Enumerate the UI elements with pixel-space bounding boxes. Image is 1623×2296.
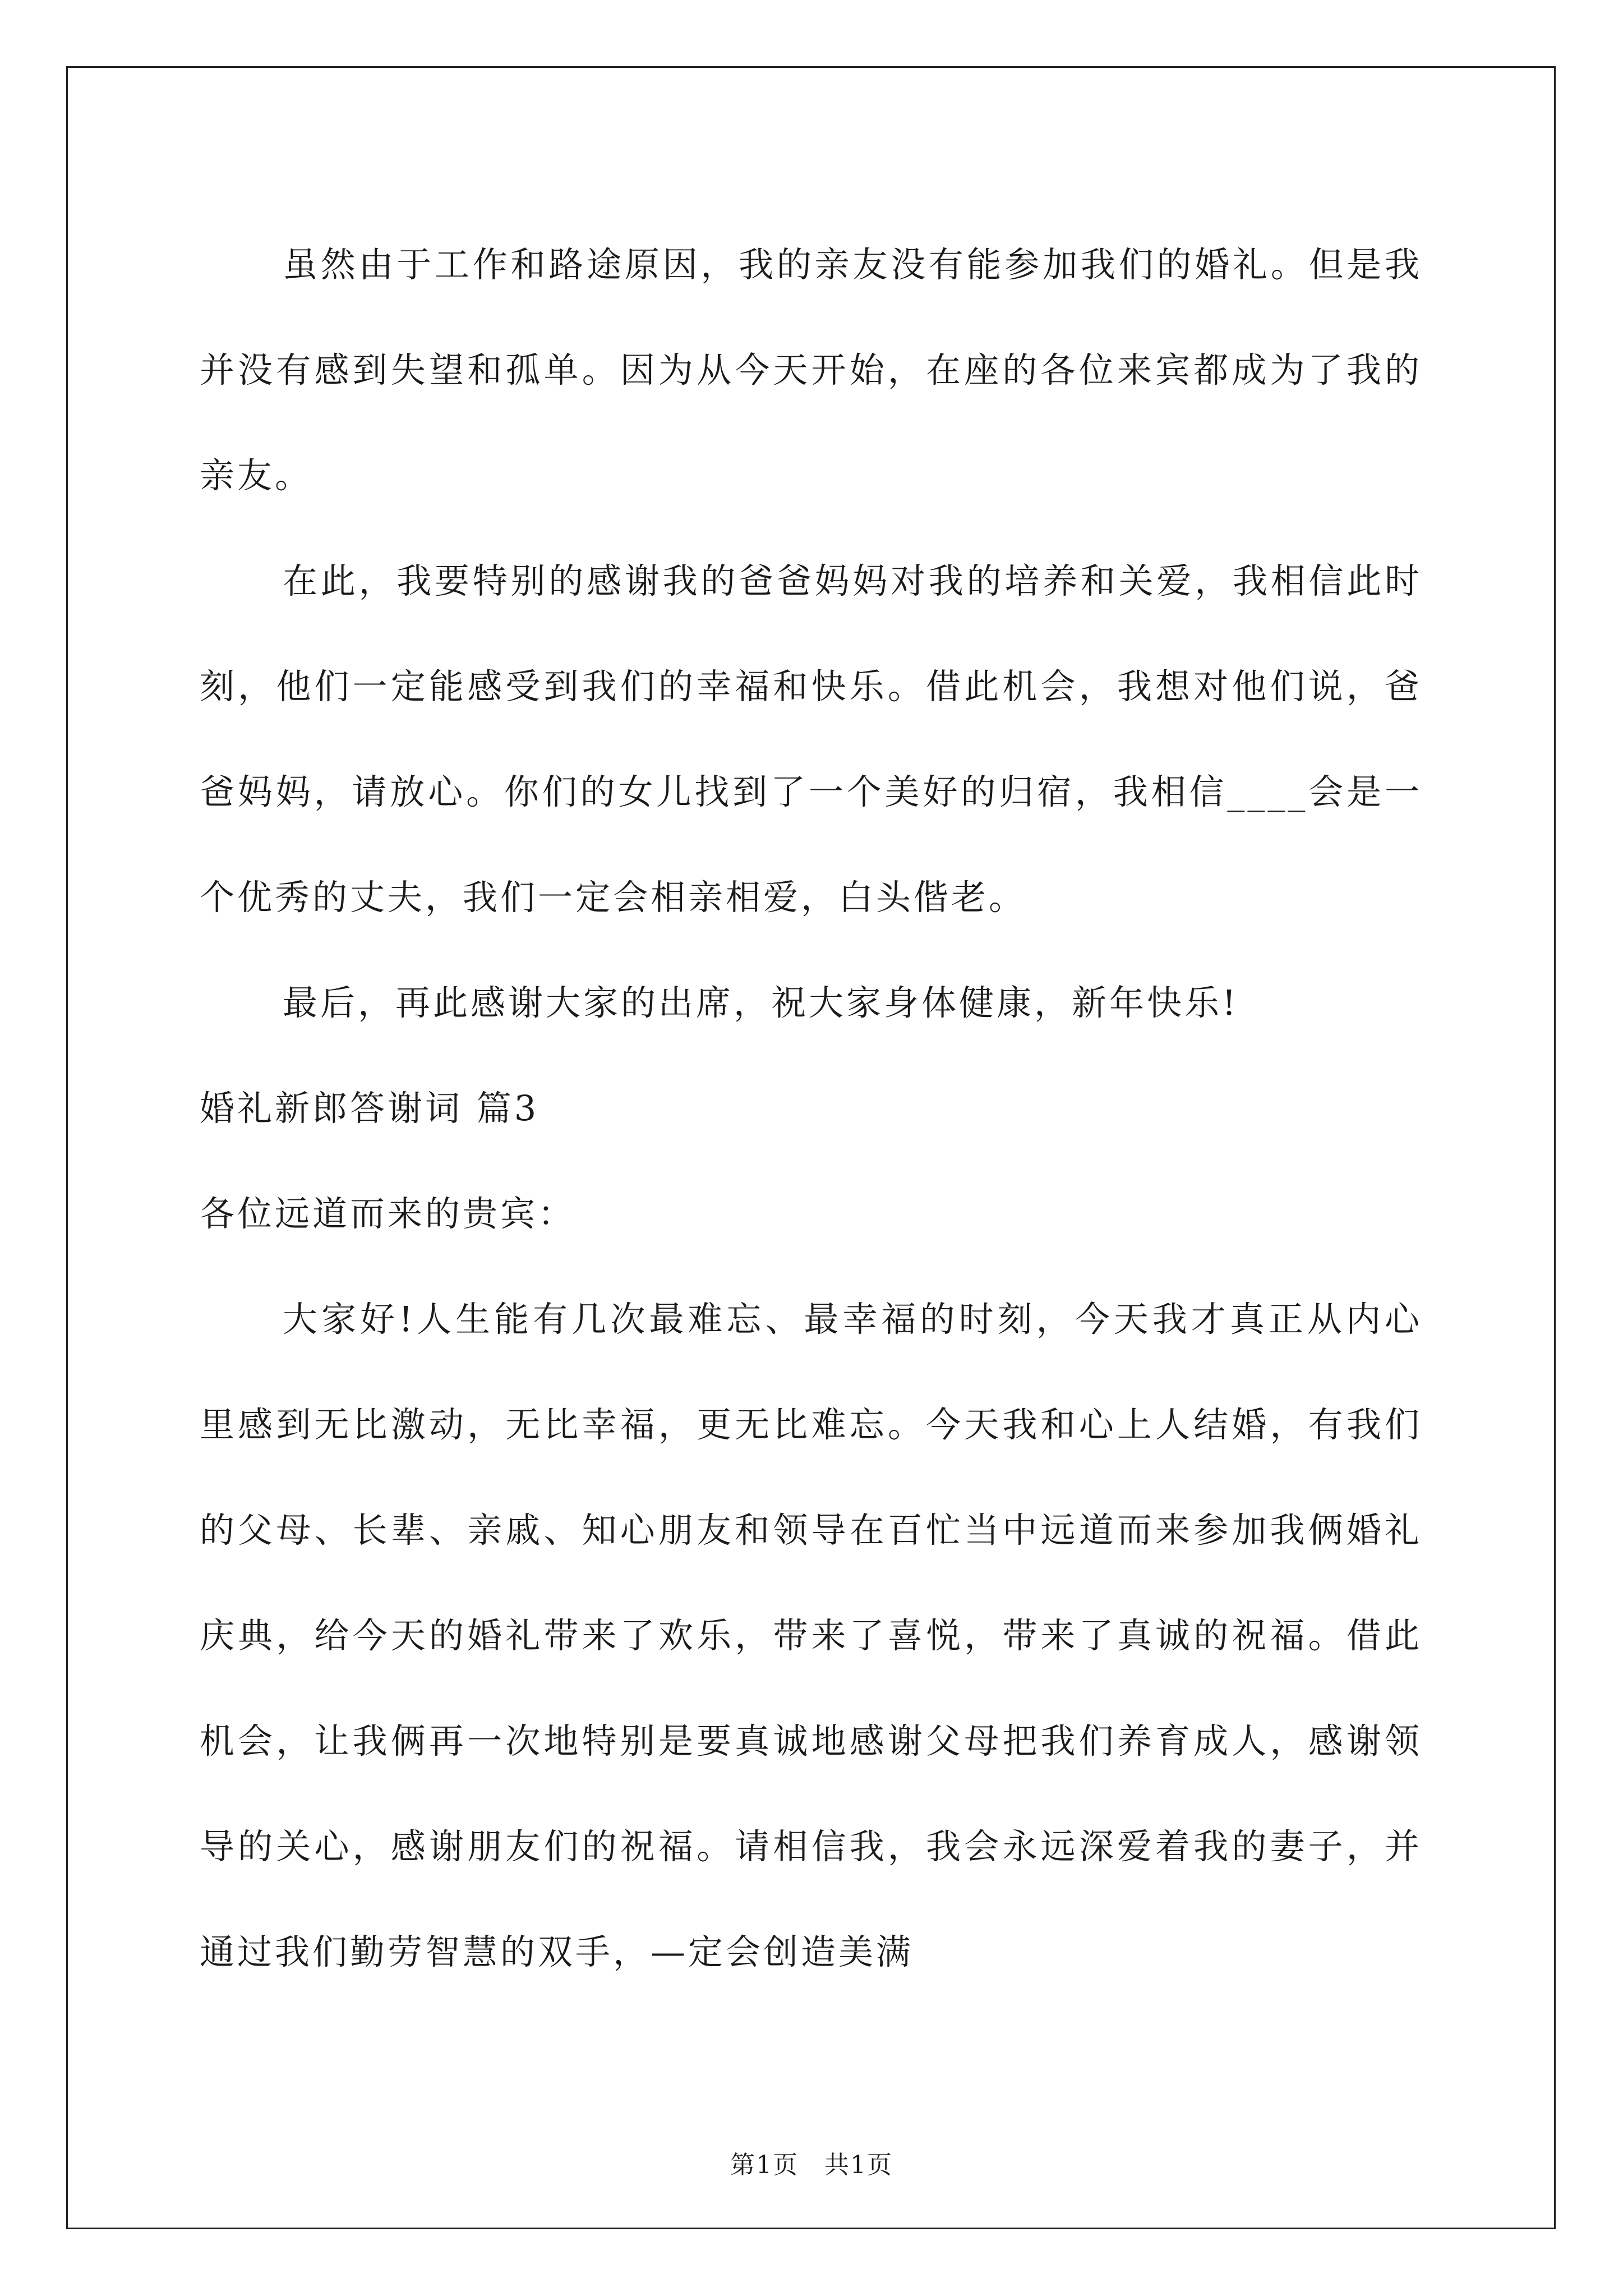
paragraph-relatives: 虽然由于工作和路途原因，我的亲友没有能参加我们的婚礼。但是我并没有感到失望和孤单。因为从今天开始，在座的各位来宾都成为了我的亲友。	[200, 244, 1422, 496]
paragraph-closing-wishes: 最后，再此感谢大家的出席，祝大家身体健康，新年快乐!	[283, 982, 1239, 1023]
paragraph-groom-speech: 大家好!人生能有几次最难忘、最幸福的时刻，今天我才真正从内心里感到无比激动，无比幸福，更无比难忘。今天我和心上人结婚，有我们的父母、长辈、亲戚、知心朋友和领导在百忙当中远道而来参加我俩婚礼庆典，给今天的婚礼带来了欢乐，带来了喜悦，带来了真诚的祝福。借此机会，让我俩再一次地特别是要真诚地感谢父母把我们养育成人，感谢领导的关心，感谢朋友们的祝福。请相信我，我会永远深爱着我的妻子，并通过我们勤劳智慧的双手，—定会创造美满	[200, 1299, 1422, 1972]
paragraph-parents-thanks: 在此，我要特别的感谢我的爸爸妈妈对我的培养和关爱，我相信此时刻，他们一定能感受到我们的幸福和快乐。借此机会，我想对他们说，爸爸妈妈，请放心。你们的女儿找到了一个美好的归宿，我相信____会是一个优秀的丈夫，我们一定会相亲相爱，白头偕老。	[200, 560, 1422, 918]
page-footer: 第1页 共1页	[730, 2151, 893, 2179]
salutation: 各位远道而来的贵宾：	[200, 1193, 576, 1234]
document-body	[200, 212, 1422, 2005]
section-heading: 婚礼新郎答谢词 篇3	[200, 1088, 540, 1129]
